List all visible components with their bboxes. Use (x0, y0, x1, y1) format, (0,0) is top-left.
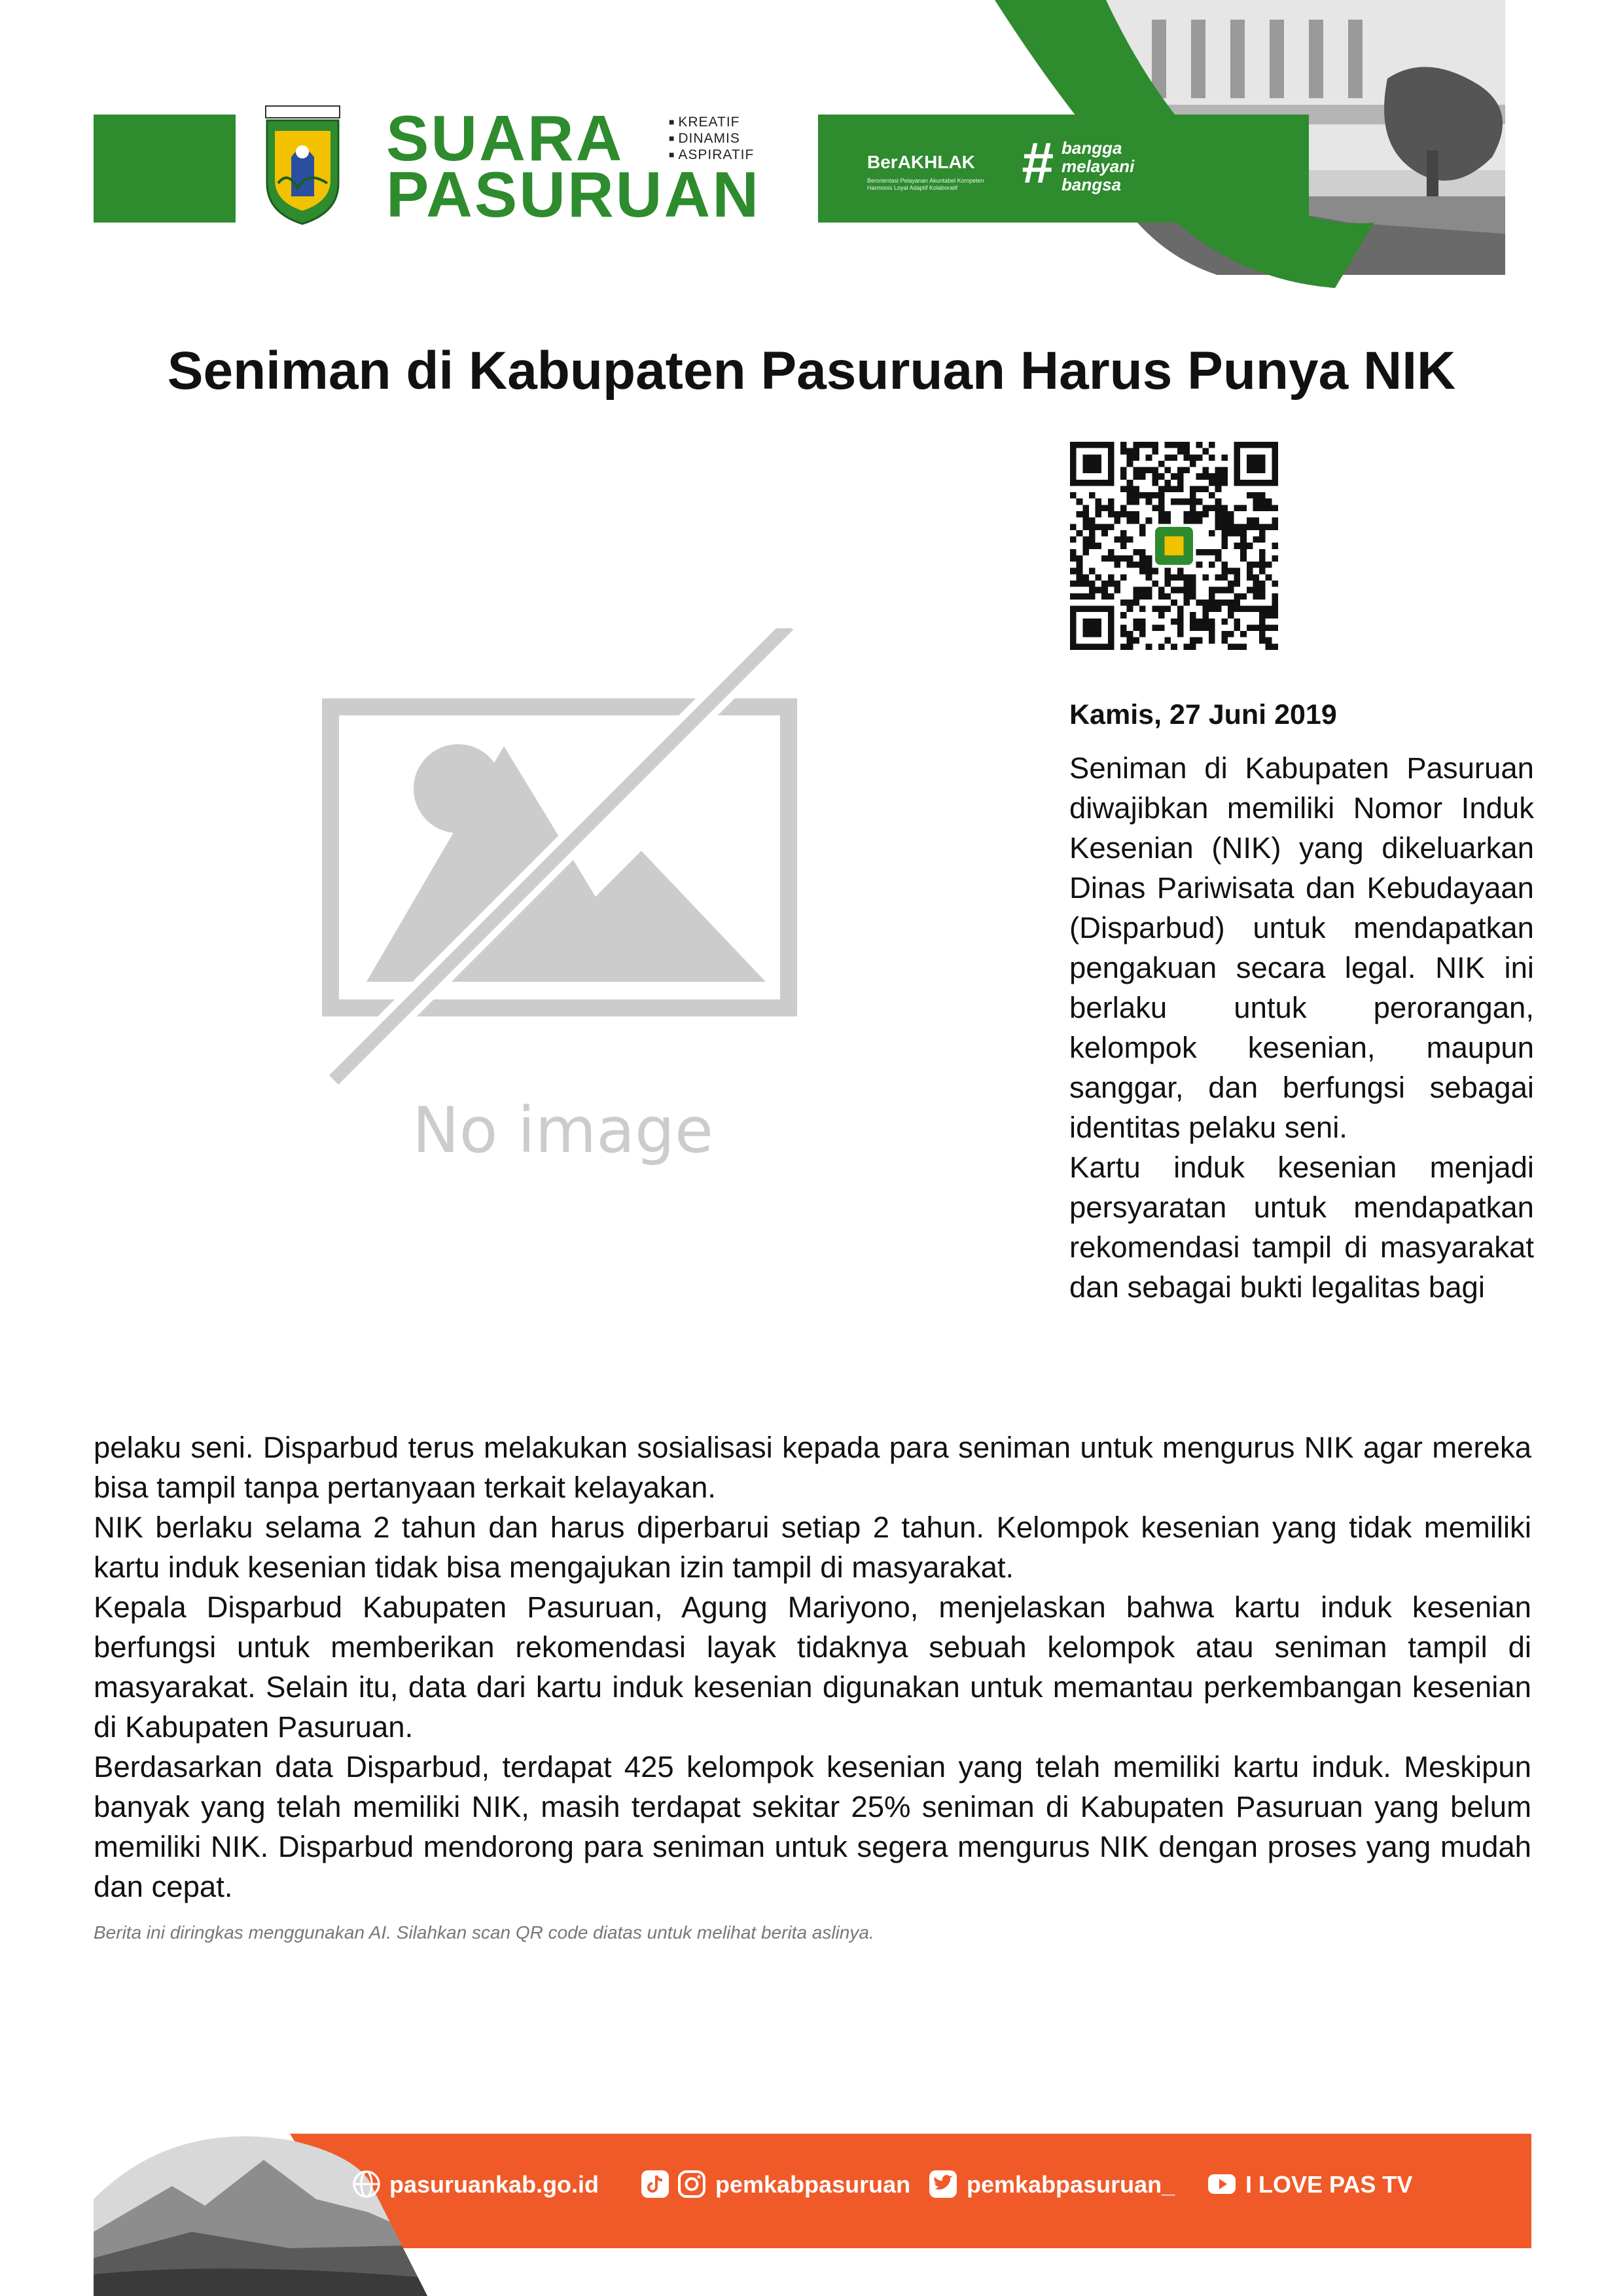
article-body-full (94, 1427, 1531, 1907)
body-paragraph: NIK berlaku selama 2 tahun dan harus diperbarui setiap 2 tahun. Kelompok kesenian yang tidak memiliki kartu induk kesenian tidak bisa mengajukan izin tampil di masyarakat. (94, 1511, 1531, 1584)
footer-social-handle[interactable]: pemkabpasuruan (715, 2171, 911, 2198)
twitter-icon[interactable] (928, 2169, 958, 2199)
article-body-column (1069, 748, 1534, 1307)
instagram-icon[interactable] (677, 2169, 707, 2199)
hashtag-word-1: bangga (1061, 138, 1122, 158)
youtube-icon[interactable] (1207, 2169, 1237, 2199)
pasuruan-crest-logo (262, 105, 344, 226)
hashtag-word-2: melayani (1061, 156, 1135, 176)
tiktok-icon[interactable] (640, 2169, 670, 2199)
footer-twitter-handle[interactable]: pemkabpasuruan_ (967, 2171, 1175, 2198)
body-paragraph: Berdasarkan data Disparbud, terdapat 425 kelompok kesenian yang telah memiliki kartu induk. Meskipun banyak yang telah memiliki NIK, masih terdapat sekitar 25% seniman di Kabupaten Pasuruan yang belum memiliki NIK. Disparbud mendorong para seniman untuk segera mengurus NIK dengan proses yang mudah dan cepat. (94, 1750, 1531, 1903)
berakhlak-subtext: Berorientasi Pelayanan Akuntabel Kompeten Harmonis Loyal Adaptif Kolaboratif (867, 177, 984, 191)
ai-summary-footnote: Berita ini diringkas menggunakan AI. Silahkan scan QR code diatas untuk melihat berita aslinya. (94, 1922, 874, 1943)
body-paragraph: Kartu induk kesenian menjadi persyaratan untuk mendapatkan rekomendasi tampil di masyarakat dan sebagai bukti legalitas bagi (1069, 1151, 1534, 1304)
hashtag-icon: # (1021, 130, 1053, 195)
body-paragraph: pelaku seni. Disparbud terus melakukan sosialisasi kepada para seniman untuk mengurus NIK agar mereka bisa tampil tanpa pertanyaan terkait kelayakan. (94, 1431, 1531, 1504)
article-title: Seniman di Kabupaten Pasuruan Harus Punya NIK (167, 341, 1456, 401)
footer-mountain-photo (94, 2134, 427, 2296)
no-image-label: No image (412, 1094, 714, 1167)
brand-title-line1: SUARA (386, 102, 624, 174)
article-date: Kamis, 27 Juni 2019 (1069, 699, 1337, 730)
body-paragraph: Kepala Disparbud Kabupaten Pasuruan, Agung Mariyono, menjelaskan bahwa kartu induk kesenian berfungsi untuk memberikan rekomendasi layak tidaknya sebuah kelompok atau seniman tampil di masyarakat. Selain itu, data dari kartu induk kesenian digunakan untuk memantau perkembangan kesenian di Kabupaten Pasuruan. (94, 1590, 1531, 1744)
tagline-aspiratif: ■ ASPIRATIF (669, 148, 754, 162)
berakhlak-logo-text: BerAKHLAK (867, 152, 975, 172)
tagline-kreatif: ■ KREATIF (669, 115, 740, 129)
footer-youtube-channel[interactable]: I LOVE PAS TV (1245, 2171, 1413, 2198)
tagline-dinamis: ■ DINAMIS (669, 132, 740, 145)
brand-title-line2: PASURUAN (386, 158, 761, 230)
header-left-green-bar (94, 115, 236, 223)
qr-code[interactable] (1070, 442, 1278, 650)
no-image-placeholder-icon (321, 628, 805, 1185)
footer-website-link[interactable]: pasuruankab.go.id (389, 2171, 599, 2198)
globe-icon (351, 2169, 382, 2199)
body-paragraph: Seniman di Kabupaten Pasuruan diwajibkan memiliki Nomor Induk Kesenian (NIK) yang dikeluarkan Dinas Pariwisata dan Kebudayaan (Disparbud) untuk mendapatkan pengakuan secara legal. NIK ini berlaku untuk perorangan, kelompok kesenian, maupun sanggar, dan berfungsi sebagai identitas pelaku seni. (1069, 751, 1534, 1144)
hashtag-word-3: bangsa (1061, 175, 1122, 194)
